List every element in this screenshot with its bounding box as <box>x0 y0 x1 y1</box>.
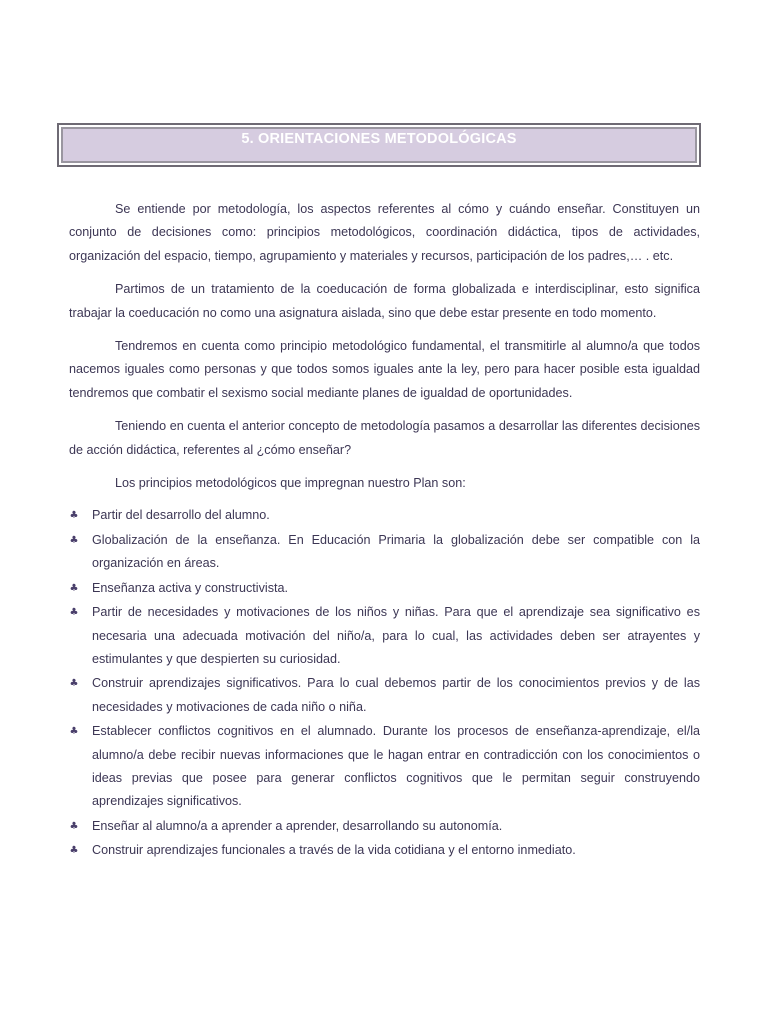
list-item-text: Partir del desarrollo del alumno. <box>92 508 270 523</box>
list-item-text: Enseñanza activa y constructivista. <box>92 580 288 595</box>
club-icon: ♣ <box>69 534 79 546</box>
section-title: 5. ORIENTACIONES METODOLÓGICAS <box>241 131 517 147</box>
section-title-box <box>57 123 701 167</box>
list-item <box>67 577 700 600</box>
club-icon: ♣ <box>69 607 79 619</box>
document-body <box>69 198 700 864</box>
paragraph-coeducacion: Partimos de un tratamiento de la coeducación de forma globalizada e interdisciplinar, esto significa trabajar la coeducación no como una asignatura aislada, sino que debe estar presente en todo momento. <box>69 282 700 320</box>
list-item <box>67 601 700 671</box>
list-item-text: Partir de necesidades y motivaciones de los niños y niñas. Para que el aprendizaje sea significativo es necesaria una adecuada motivación del niño/a, para lo cual, las actividades deben ser atrayentes y estimulantes y que despierten su curiosidad. <box>92 605 700 666</box>
list-item <box>67 720 700 814</box>
club-icon: ♣ <box>69 582 79 594</box>
paragraph-principio-fundamental: Tendremos en cuenta como principio metodológico fundamental, el transmitirle al alumno/a que todos nacemos iguales como personas y que todos somos iguales ante la ley, pero para hacer posible esta igualdad tendremos que combatir el sexismo social mediante planes de igualdad de oportunidades. <box>69 339 700 400</box>
paragraph-principios-intro: Los principios metodológicos que impregnan nuestro Plan son: <box>115 476 466 491</box>
list-item-text: Establecer conflictos cognitivos en el alumnado. Durante los procesos de enseñanza-aprendizaje, el/la alumno/a debe recibir nuevas informaciones que le hagan entrar en contradicción con los conocimientos o ideas previas que posee para generar conflictos cognitivos que le permitan seguir construyendo aprendizajes significativos. <box>92 724 700 809</box>
list-item-text: Enseñar al alumno/a a aprender a aprender, desarrollando su autonomía. <box>92 818 503 833</box>
list-item <box>67 839 700 862</box>
club-icon: ♣ <box>69 820 79 832</box>
club-icon: ♣ <box>69 845 79 857</box>
list-item <box>67 815 700 838</box>
paragraph-decisiones-didacticas: Teniendo en cuenta el anterior concepto de metodología pasamos a desarrollar las diferentes decisiones de acción didáctica, referentes al ¿cómo enseñar? <box>69 419 700 457</box>
club-icon: ♣ <box>69 510 79 522</box>
list-item <box>67 529 700 576</box>
club-icon: ♣ <box>69 726 79 738</box>
list-item <box>67 504 700 527</box>
paragraph-metodologia: Se entiende por metodología, los aspectos referentes al cómo y cuándo enseñar. Constituyen un conjunto de decisiones como: principios metodológicos, coordinación didáctica, tipos de actividades, organización del espacio, tiempo, agrupamiento y materiales y recursos, participación de los padres,… . etc. <box>69 202 700 263</box>
list-item-text: Construir aprendizajes significativos. Para lo cual debemos partir de los conocimientos previos y de las necesidades y motivaciones de cada niño o niña. <box>92 676 700 714</box>
list-item-text: Globalización de la enseñanza. En Educación Primaria la globalización debe ser compatible con la organización en áreas. <box>92 532 700 571</box>
principles-list <box>67 504 700 862</box>
list-item <box>67 672 700 719</box>
club-icon: ♣ <box>69 678 79 690</box>
list-item-text: Construir aprendizajes funcionales a través de la vida cotidiana y el entorno inmediato. <box>92 843 576 858</box>
